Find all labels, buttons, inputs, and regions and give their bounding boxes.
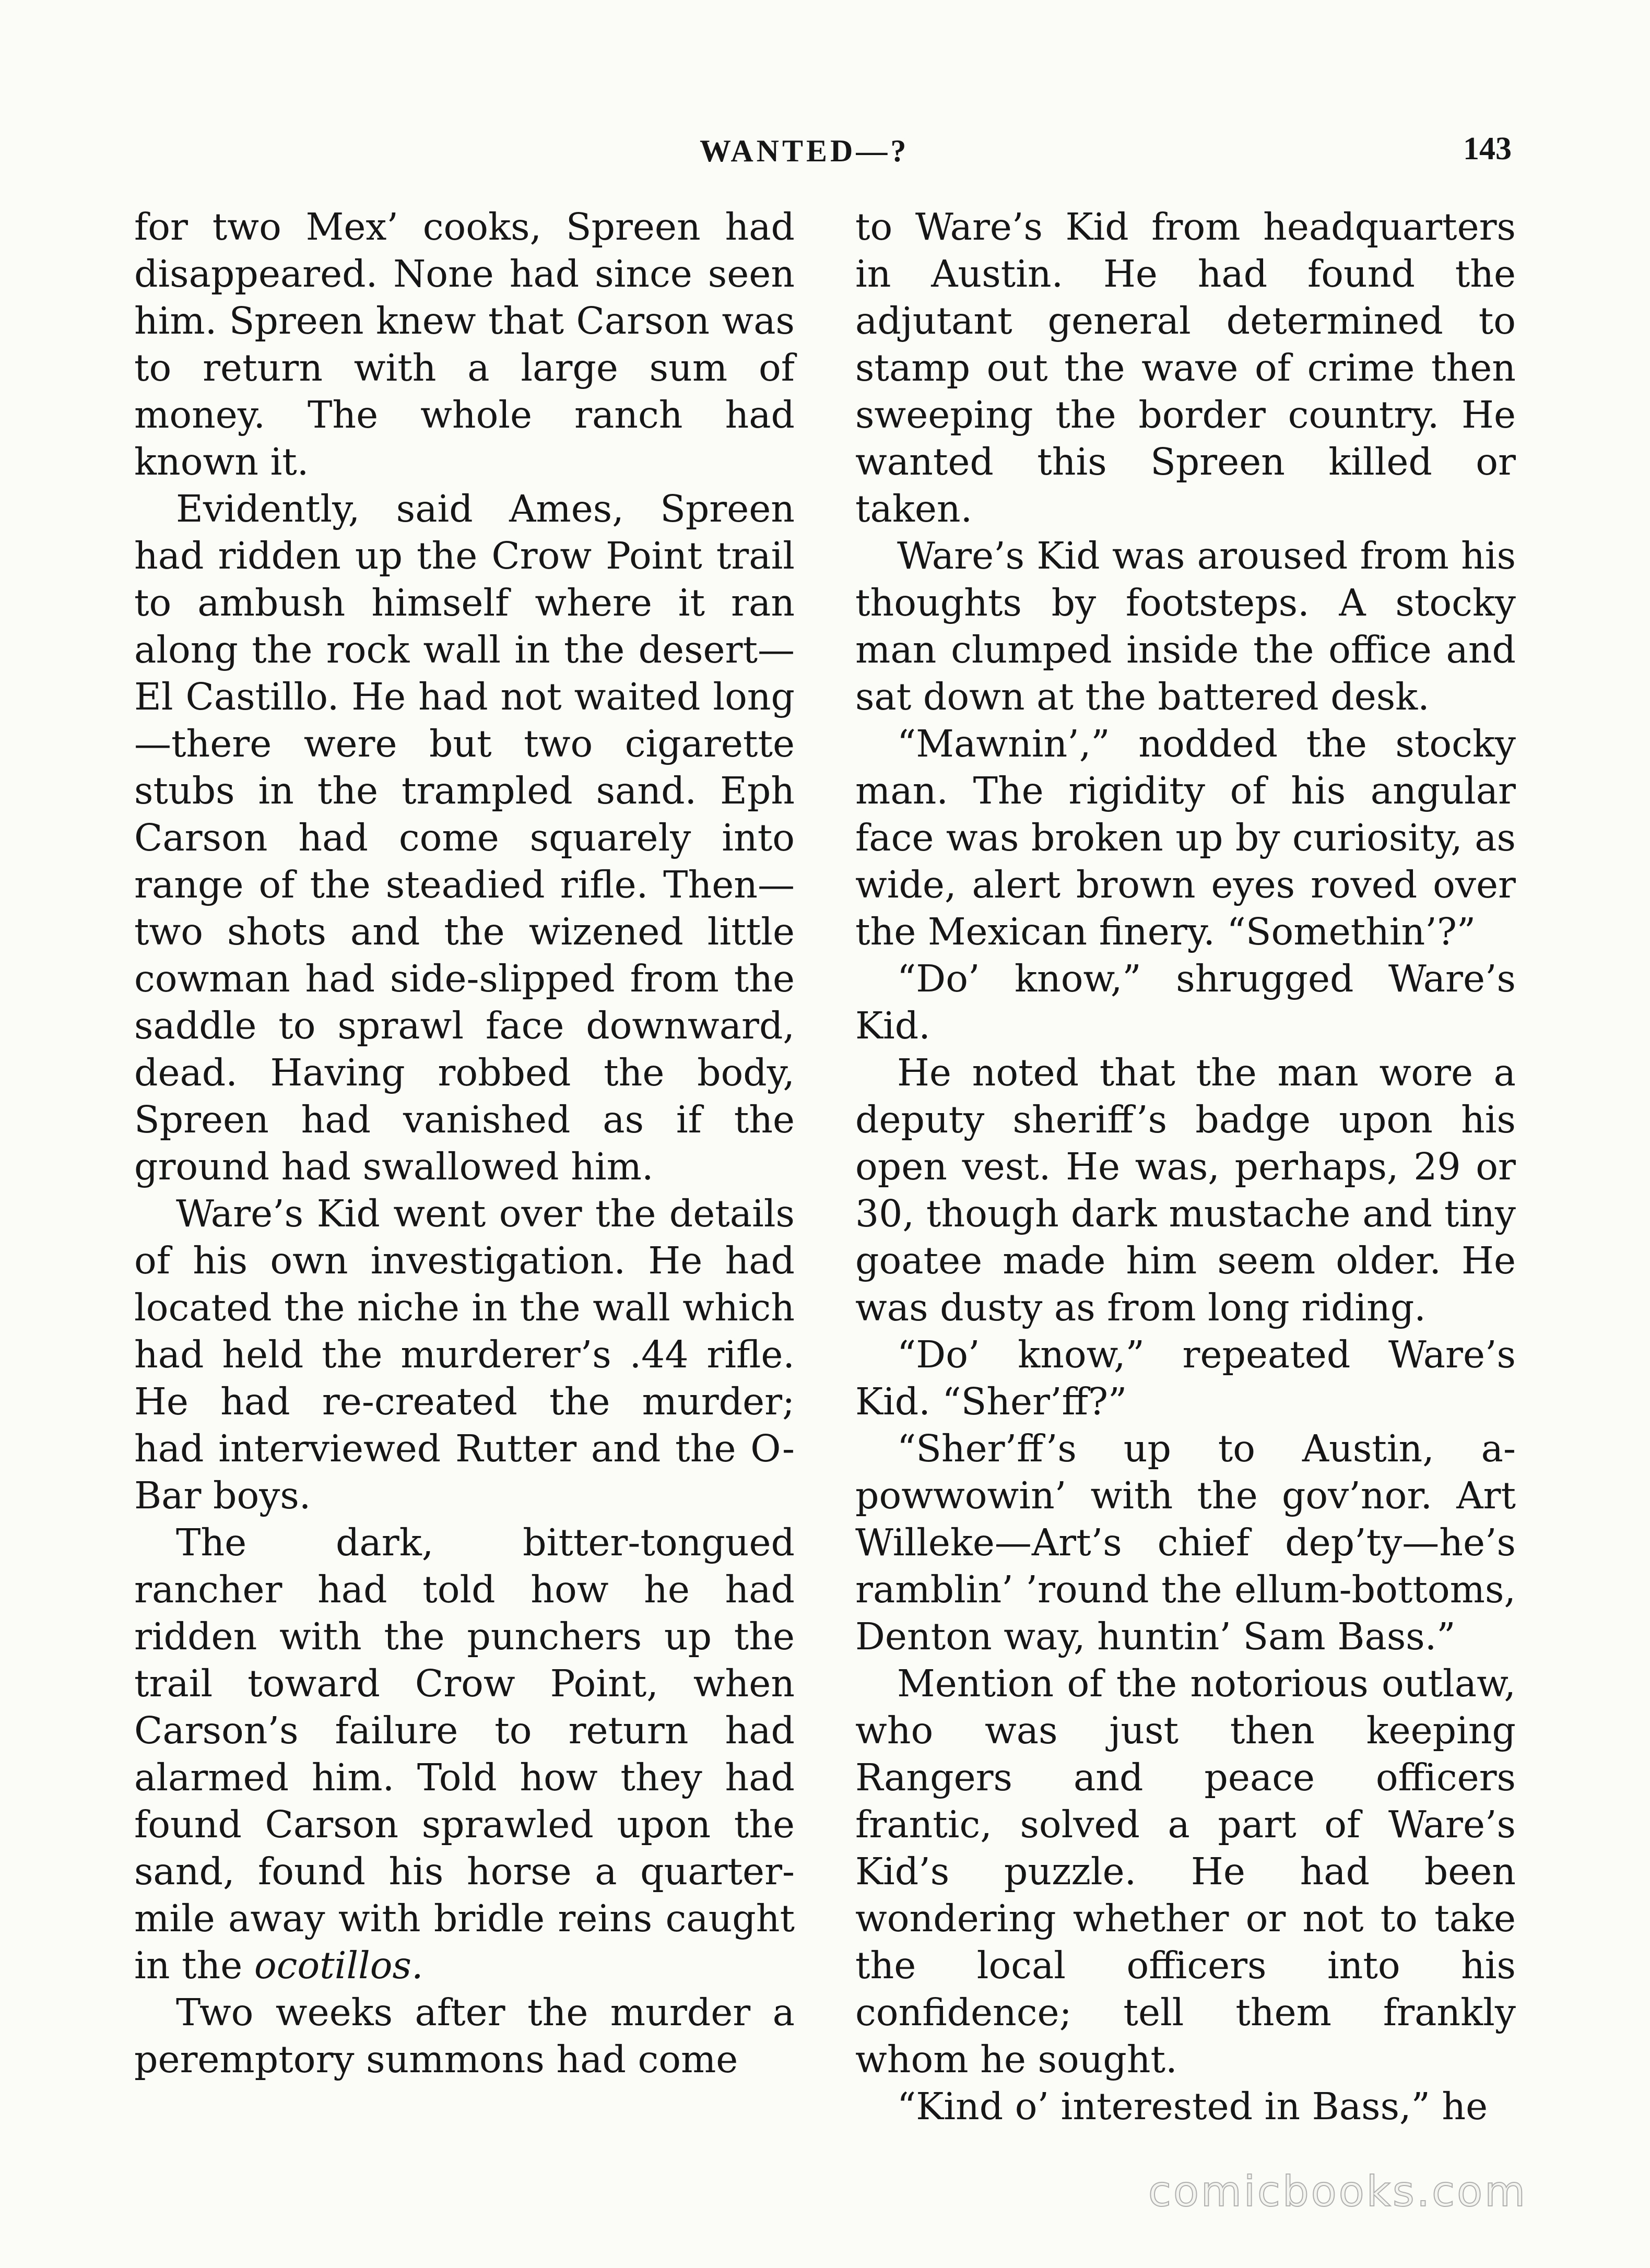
paragraph-text: The dark, bitter-tongued rancher had told how he had ridden with the punchers up the trail toward Crow Point, when Carson’s failure to return had alarmed him. Told how they had found Carson sprawled upon the sand, found his horse a quarter-mile away with bridle reins caught in the [134,1521,795,1987]
paragraph: Ware’s Kid was aroused from his thoughts by footsteps. A stocky man clumped inside the office and sat down at the battered desk. [855,534,1516,718]
paragraph: “Kind o’ interested in Bass,” he [897,2085,1488,2128]
paragraph: He noted that the man wore a deputy sheriff’s badge upon his open vest. He was, perhaps, 29 or 30, though dark mustache and tiny goatee made him seem older. He was dusty as from long riding. [855,1051,1516,1329]
paragraph: Mention of the notorious outlaw, who was just then keeping Rangers and peace officers frantic, solved a part of Ware’s Kid’s puzzle. He had been wondering whether or not to take the local officers into his confidence; tell them frankly whom he sought. [855,1662,1516,2081]
paragraph: “Do’ know,” repeated Ware’s Kid. “Sher’ff?” [855,1333,1516,1423]
paragraph: “Sher’ff’s up to Austin, a-powwowin’ with the gov’nor. Art Willeke—Art’s chief dep’ty—he’s ramblin’ ’round the ellum-bottoms, Denton way, huntin’ Sam Bass.” [855,1427,1516,1658]
paragraph: Evidently, said Ames, Spreen had ridden up the Crow Point trail to ambush himself where it ran along the rock wall in the desert—El Castillo. He had not waited long—there were but two cigarette stubs in the trampled sand. Eph Carson had come squarely into range of the steadied rifle. Then—two shots and the wizened little cowman had side-slipped from the saddle to sprawl face downward, dead. Having robbed the body, Spreen had vanished as if the ground had swallowed him. [134,487,795,1188]
paragraph: “Do’ know,” shrugged Ware’s Kid. [855,957,1516,1047]
left-column [134,204,795,2083]
paragraph: “Mawnin’,” nodded the stocky man. The rigidity of his angular face was broken up by curiosity, as wide, alert brown eyes roved over the Mexican finery. “Somethin’?” [855,722,1516,953]
paragraph: for two Mex’ cooks, Spreen had disappeared. None had since seen him. Spreen knew that Carson was to return with a large sum of money. The whole ranch had known it. [134,205,795,483]
paragraph: Two weeks after the murder a peremptory summons had come [134,1991,795,2081]
right-column [855,204,1516,2130]
paragraph: to Ware’s Kid from headquarters in Austin. He had found the adjutant general determined to stamp out the wave of crime then sweeping the border country. He wanted this Spreen killed or taken. [855,205,1516,530]
paragraph: Ware’s Kid went over the details of his own investigation. He had located the niche in the wall which had held the murderer’s .44 rifle. He had re-created the murder; had interviewed Rutter and the O-Bar boys. [134,1192,795,1517]
paragraph [134,1519,795,1989]
page-number: 143 [1463,131,1512,167]
watermark-logo: comicbooks.com [1148,2167,1527,2216]
italic-term: ocotillos. [254,1944,423,1987]
running-head-title: WANTED—? [700,134,910,168]
